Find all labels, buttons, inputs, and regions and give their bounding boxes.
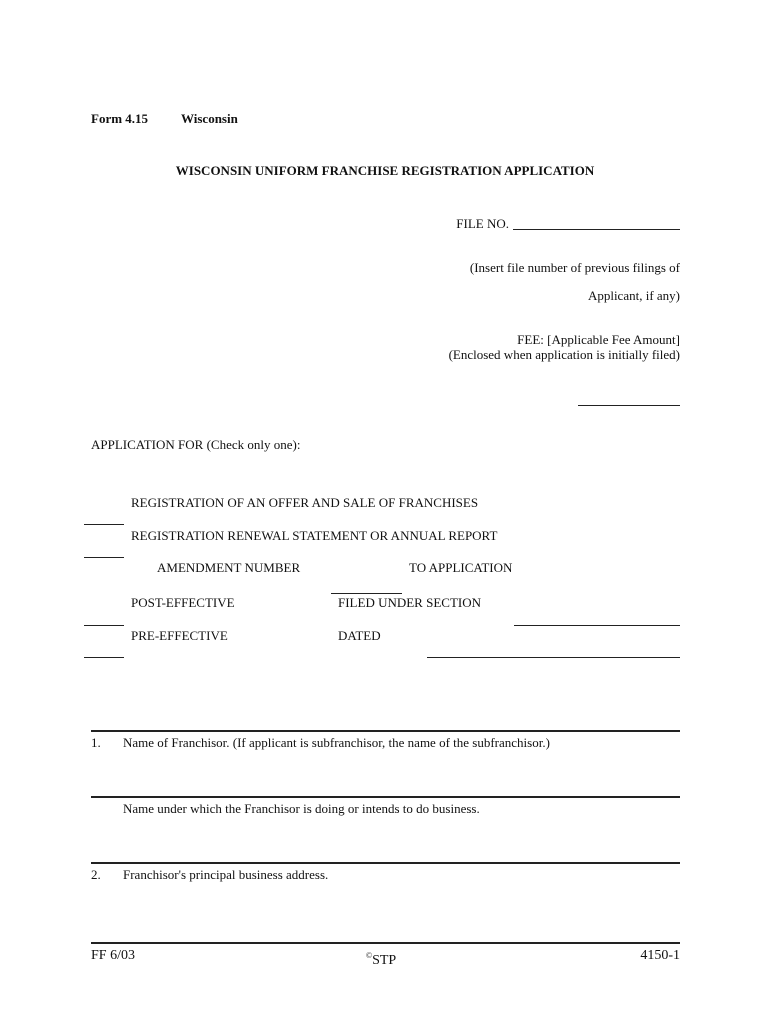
item1-number: 1.: [91, 735, 101, 750]
form-state: Wisconsin: [181, 111, 238, 126]
copyright-symbol: ©: [366, 951, 373, 960]
file-no-label: FILE NO.: [456, 216, 509, 231]
franchisor-name-field[interactable]: [91, 730, 680, 732]
footer-copyright: [366, 948, 396, 969]
item1b-label: Name under which the Franchisor is doing or intends to do business.: [123, 801, 480, 816]
amendment-number-label: AMENDMENT NUMBER: [157, 560, 301, 575]
footer-page-number: 4150-1: [640, 948, 680, 963]
filed-under-section-label: FILED UNDER SECTION: [338, 595, 481, 610]
fee-label: FEE: [Applicable Fee Amount]: [517, 332, 680, 347]
application-for-label: APPLICATION FOR (Check only one):: [91, 437, 301, 452]
dated-label: DATED: [338, 628, 381, 643]
checkbox-pre-effective[interactable]: [84, 657, 124, 658]
file-no-note-line1: (Insert file number of previous filings of: [469, 260, 680, 275]
filed-under-section-field[interactable]: [514, 625, 680, 626]
item2-label: Franchisor's principal business address.: [123, 867, 329, 882]
item2-number: 2.: [91, 867, 101, 882]
business-address-field[interactable]: [91, 862, 680, 864]
pre-effective-label: PRE-EFFECTIVE: [131, 628, 228, 643]
footer-revision: FF 6/03: [91, 948, 135, 963]
checkbox-post-effective[interactable]: [84, 625, 124, 626]
option-registration-offer: REGISTRATION OF AN OFFER AND SALE OF FRANCHISES: [131, 495, 479, 510]
footer-stp: STP: [372, 953, 397, 968]
checkbox-renewal-statement[interactable]: [84, 557, 124, 558]
post-effective-label: POST-EFFECTIVE: [131, 595, 235, 610]
option-renewal-statement: REGISTRATION RENEWAL STATEMENT OR ANNUAL REPORT: [131, 528, 498, 543]
to-application-label: TO APPLICATION: [409, 560, 513, 575]
checkbox-registration-offer[interactable]: [84, 524, 124, 525]
form-title: WISCONSIN UNIFORM FRANCHISE REGISTRATION APPLICATION: [175, 163, 595, 178]
dated-field[interactable]: [427, 657, 680, 658]
item1-label: Name of Franchisor. (If applicant is subfranchisor, the name of the subfranchisor.): [123, 735, 550, 750]
footer-rule: [91, 942, 680, 944]
fee-amount-field[interactable]: [578, 405, 680, 406]
amendment-number-field[interactable]: [331, 593, 402, 594]
file-no-note-line2: Applicant, if any): [587, 288, 680, 303]
business-name-field[interactable]: [91, 796, 680, 798]
form-number: Form 4.15: [91, 111, 149, 126]
file-no-field[interactable]: [513, 229, 680, 230]
fee-note: (Enclosed when application is initially filed): [448, 347, 680, 362]
